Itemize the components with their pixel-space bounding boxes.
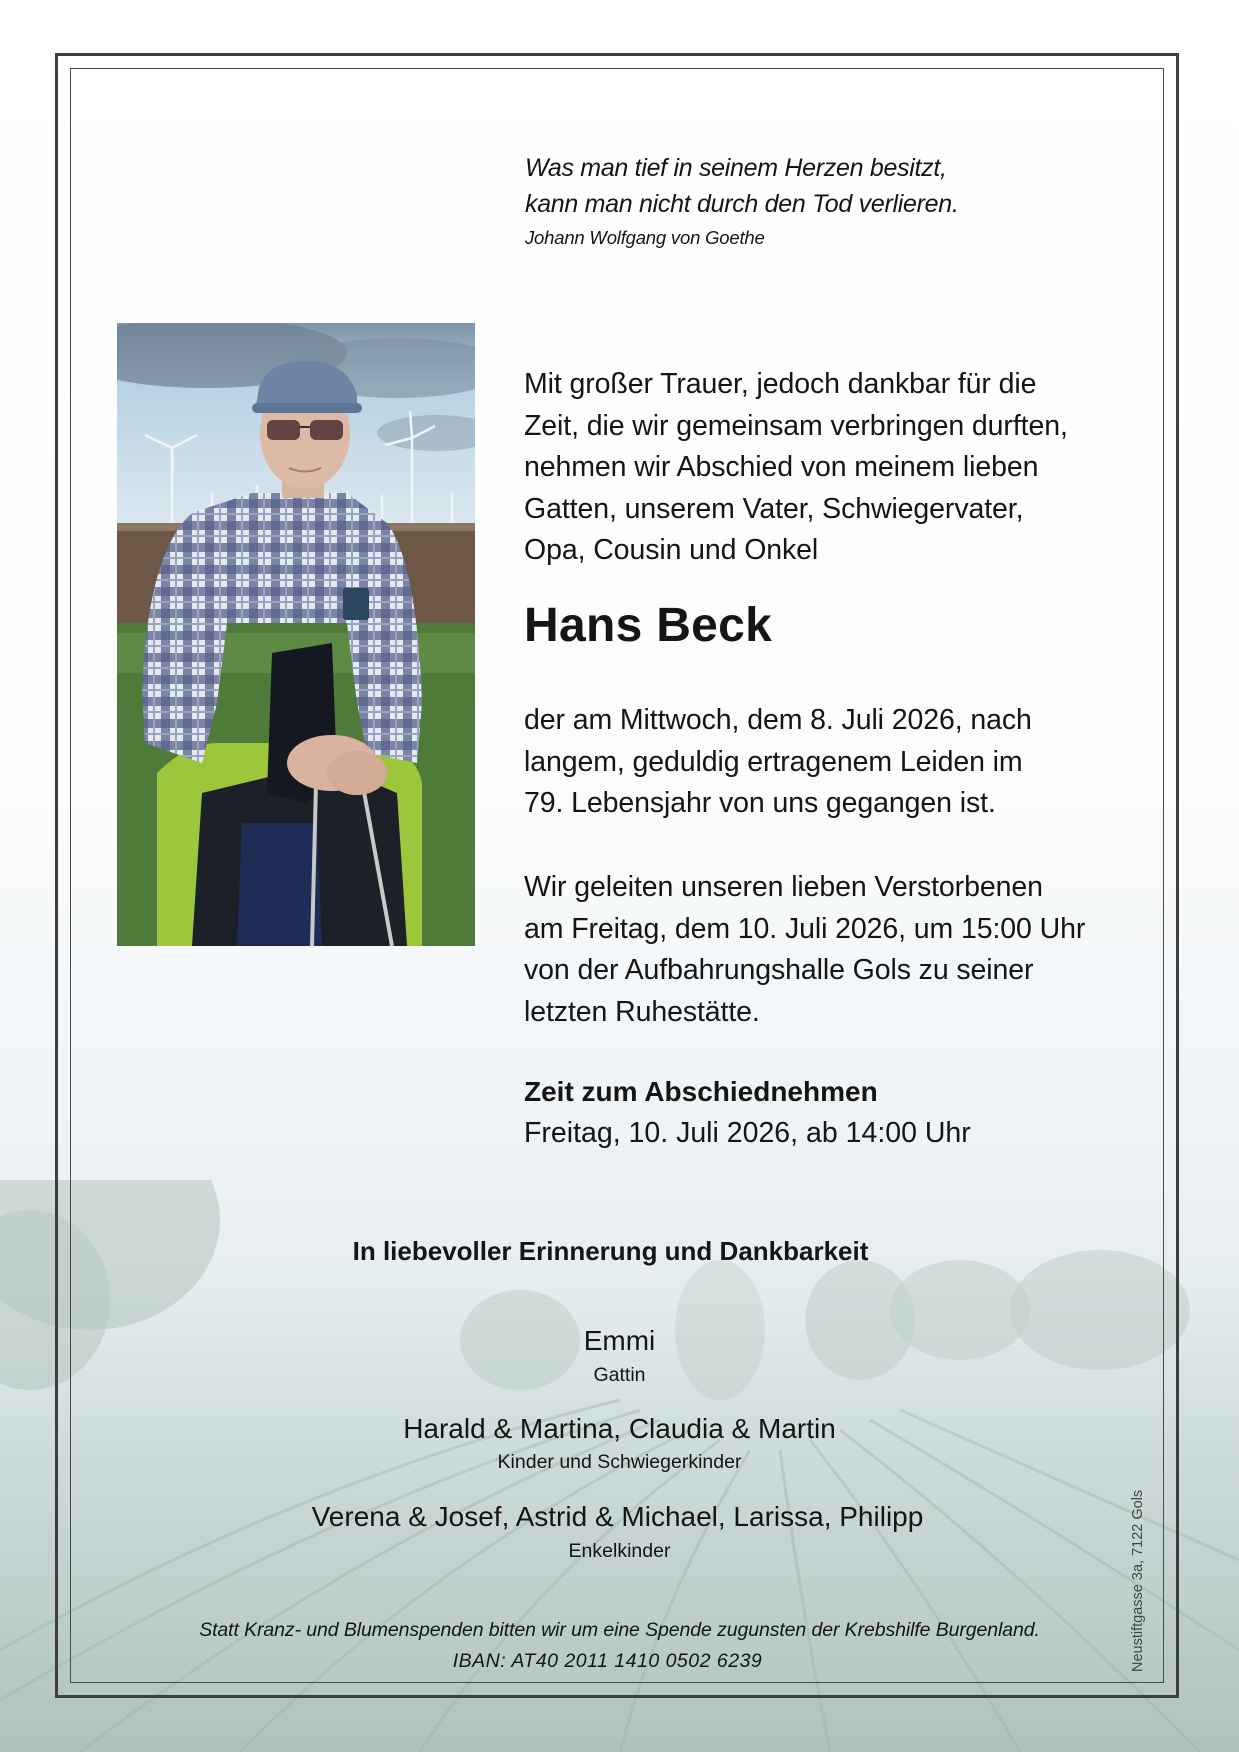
funeral-line: Wir geleiten unseren lieben Verstorbenen	[524, 871, 1043, 903]
donation-iban: IBAN: AT40 2011 1410 0502 6239	[452, 1650, 763, 1672]
deceased-name: Hans Beck	[524, 599, 773, 652]
farewell-time: Freitag, 10. Juli 2026, ab 14:00 Uhr	[524, 1117, 971, 1149]
family-role-children: Kinder und Schwiegerkinder	[497, 1451, 742, 1473]
farewell-heading: Zeit zum Abschiednehmen	[524, 1076, 878, 1107]
quote-line-2: kann man nicht durch den Tod verlieren.	[525, 190, 959, 218]
quote-line-1: Was man tief in seinem Herzen besitzt,	[525, 154, 947, 182]
funeral-details	[524, 867, 1144, 1033]
intro-line: Mit großer Trauer, jedoch dankbar für die	[524, 368, 1037, 400]
death-notice	[524, 700, 1144, 825]
intro-line: nehmen wir Abschied von meinem lieben	[524, 451, 1039, 483]
intro-line: Opa, Cousin und Onkel	[524, 534, 819, 566]
portrait-photo	[117, 323, 475, 946]
death-line: der am Mittwoch, dem 8. Juli 2026, nach	[524, 704, 1032, 736]
memory-heading: In liebevoller Erinnerung und Dankbarkeit	[352, 1236, 869, 1266]
intro-line: Zeit, die wir gemeinsam verbringen durften,	[524, 409, 1068, 442]
quote-author: Johann Wolfgang von Goethe	[525, 227, 765, 248]
printer-imprint: Neustiftgasse 3a, 7122 Gols	[1130, 1489, 1146, 1672]
intro-line: Gatten, unserem Vater, Schwiegervater,	[524, 492, 1024, 525]
funeral-line: von der Aufbahrungshalle Gols zu seiner	[524, 954, 1034, 986]
family-role-spouse: Gattin	[593, 1364, 646, 1386]
family-names-children: Harald & Martina, Claudia & Martin	[403, 1413, 836, 1444]
announcement-intro	[524, 364, 1144, 572]
death-line: 79. Lebensjahr von uns gegangen ist.	[524, 787, 996, 819]
family-names-grandchildren: Verena & Josef, Astrid & Michael, Larissa, Philipp	[311, 1501, 924, 1532]
funeral-line: am Freitag, dem 10. Juli 2026, um 15:00 Uhr	[524, 912, 1086, 945]
funeral-line: letzten Ruhestätte.	[524, 995, 760, 1028]
family-names-spouse: Emmi	[583, 1325, 656, 1356]
donation-request: Statt Kranz- und Blumenspenden bitten wir um eine Spende zugunsten der Krebshilfe Burgenland.	[199, 1619, 1040, 1641]
family-role-grandchildren: Enkelkinder	[568, 1540, 671, 1562]
goethe-quote	[525, 150, 1085, 222]
death-line: langem, geduldig ertragenem Leiden im	[524, 745, 1023, 778]
